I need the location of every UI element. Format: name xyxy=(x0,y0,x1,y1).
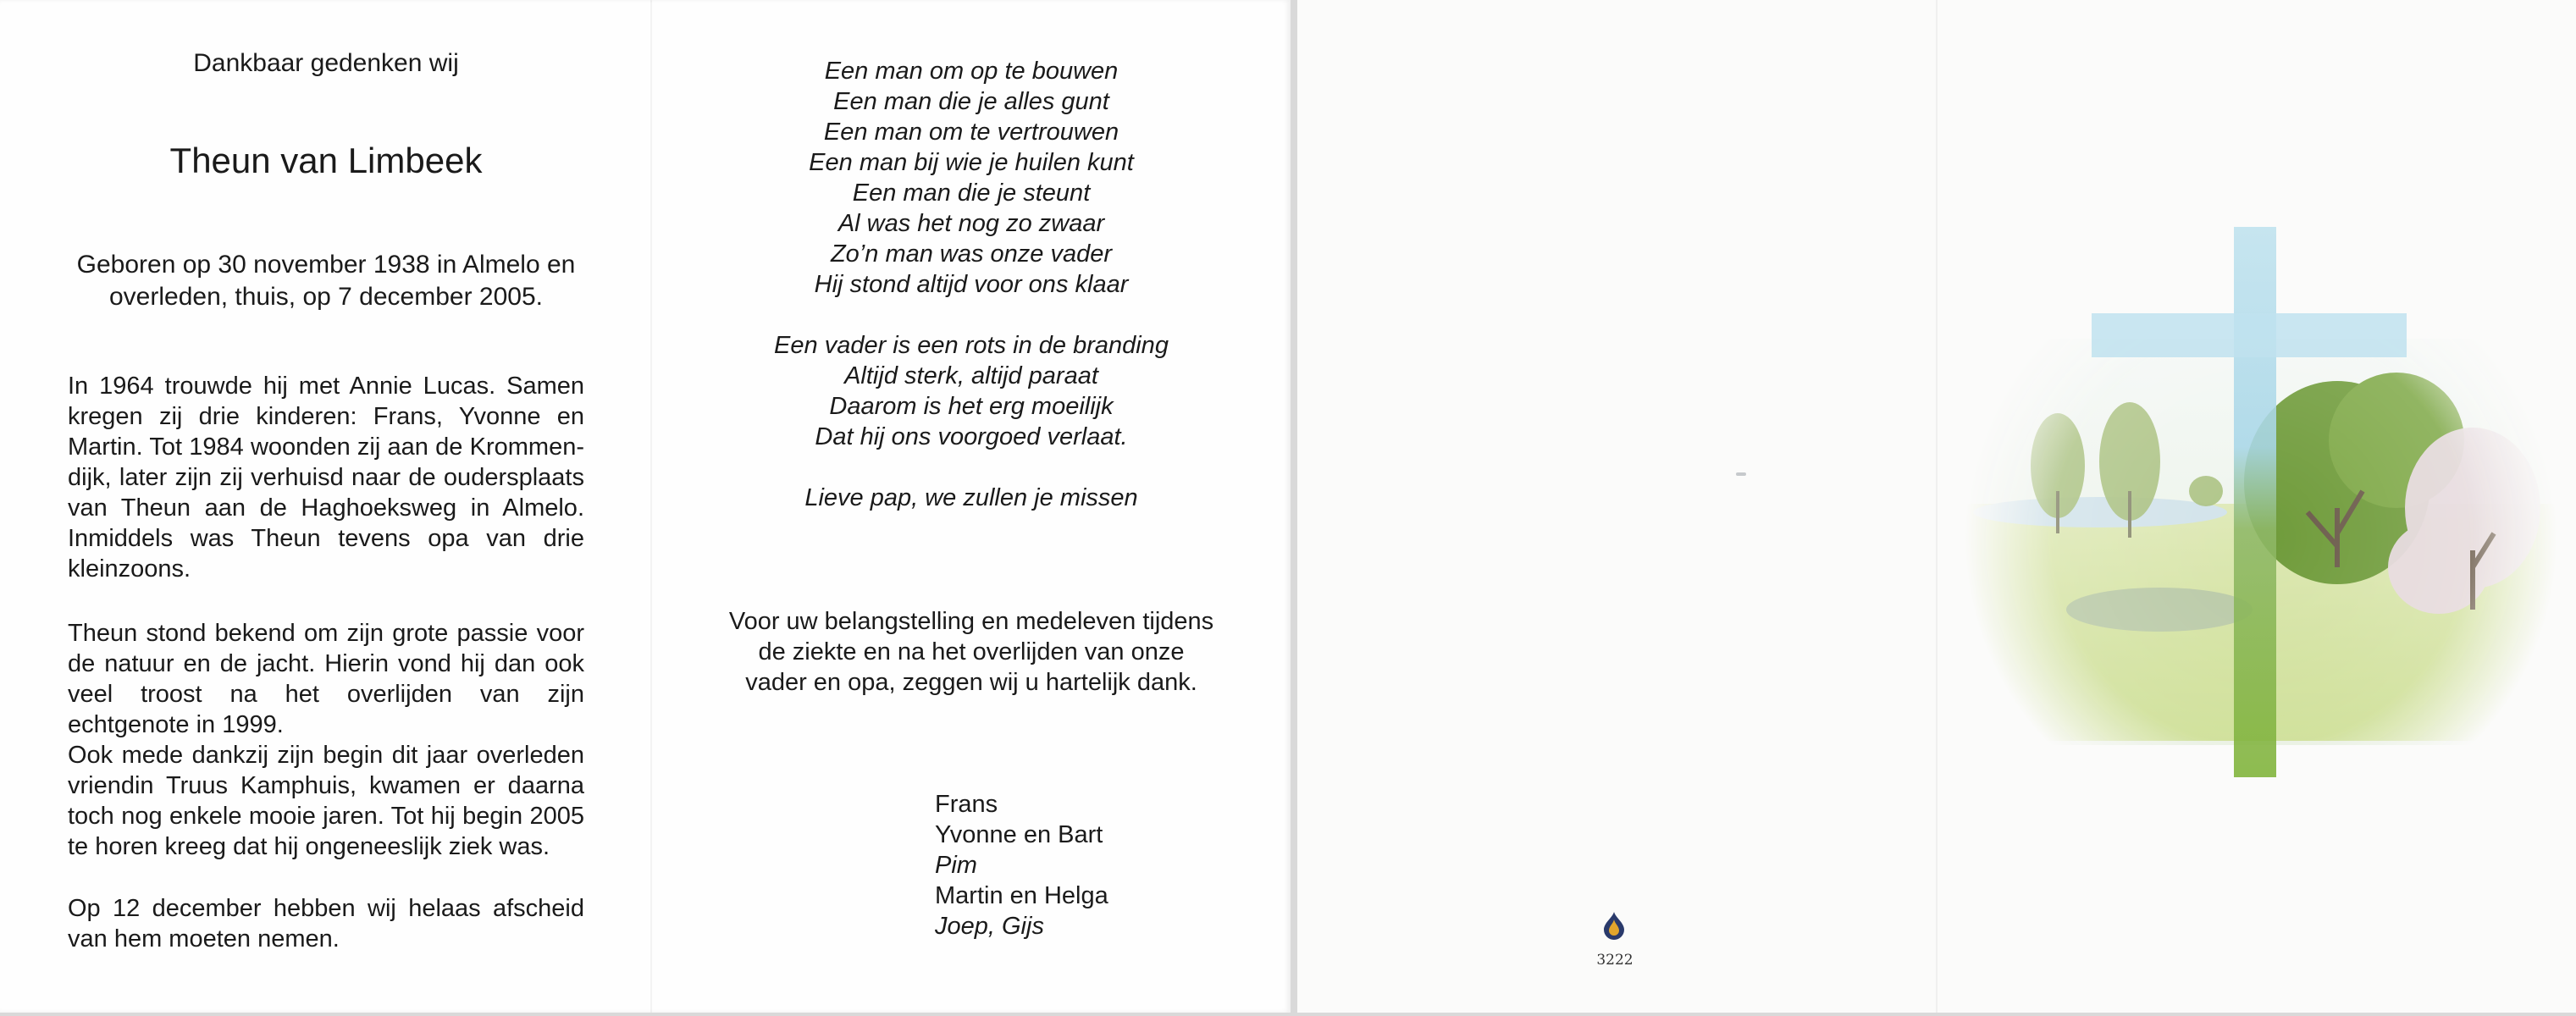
birth-line: Geboren op 30 november 1938 in Almelo en xyxy=(76,251,576,279)
deceased-name: Theun van Limbeek xyxy=(169,141,483,180)
bio-text: Ook mede dankzij zijn begin dit jaar overleden vriendin Truus Kamphuis, kwamen er daarna toch nog enkele mooie jaren. Tot hij begin 2005 te horen kreeg dat hij ongeneeslijk ziek was. xyxy=(68,742,584,860)
poem-line: Een man die je alles gunt xyxy=(833,88,1109,115)
printer-code: 3222 xyxy=(1596,952,1633,969)
poem-stanza xyxy=(652,330,1291,452)
cross-landscape-icon xyxy=(1965,212,2557,804)
thanks-line: Voor uw belangstelling en medeleven tijdens xyxy=(728,608,1214,635)
thanks-text xyxy=(652,606,1291,698)
poem-closing: Lieve pap, we zullen je missen xyxy=(804,484,1138,511)
poem-panel xyxy=(652,0,1291,1013)
paper-speck xyxy=(1736,472,1746,476)
signer-name: Joep, Gijs xyxy=(935,913,1044,940)
bio-paragraph xyxy=(68,371,584,584)
bio-paragraph xyxy=(68,618,584,862)
bio-paragraph xyxy=(68,893,584,954)
biography-panel xyxy=(0,0,652,1013)
birth-death-text xyxy=(0,249,652,313)
signer-name: Martin en Helga xyxy=(935,882,1108,909)
poem-line: Een man bij wie je huilen kunt xyxy=(809,149,1134,176)
signers-list xyxy=(935,789,1108,941)
poem-line: Hij stond altijd voor ons klaar xyxy=(814,271,1129,298)
flame-drop-icon xyxy=(1601,911,1627,940)
back-panel xyxy=(1297,0,1937,1013)
poem-line: Een man om op te bouwen xyxy=(824,58,1119,85)
signer-name: Pim xyxy=(935,852,977,879)
poem-line: Altijd sterk, altijd paraat xyxy=(844,362,1098,389)
poem-line: Een vader is een rots in de branding xyxy=(774,332,1169,359)
poem-line: Een man om te vertrouwen xyxy=(823,119,1119,146)
bio-text: In 1964 trouwde hij met Annie Lucas. Samen kregen zij drie kinderen: Frans, Yvonne en Martin. Tot 1984 woonden zij aan de Krommen-dijk, later zijn zij verhuisd naar de oudersplaats van Theun aan de Haghoeksweg in Almelo. Inmiddels was Theun tevens opa van drie kleinzoons. xyxy=(68,373,584,583)
poem-line: Al was het nog zo zwaar xyxy=(837,210,1105,237)
thanks-line: de ziekte en na het overlijden van onze xyxy=(758,638,1185,665)
poem-line: Een man die je steunt xyxy=(852,179,1091,207)
poem-line: Dat hij ons voorgoed verlaat. xyxy=(815,423,1128,450)
poem-line: Daarom is het erg moeilijk xyxy=(829,393,1114,420)
thanks-line: vader en opa, zeggen wij u hartelijk dank. xyxy=(745,669,1197,696)
poem-stanza xyxy=(652,56,1291,300)
signer-name: Frans xyxy=(935,791,998,818)
bio-text: Theun stond bekend om zijn grote passie voor de natuur en de jacht. Hierin vond hij dan ook veel troost na het overlijden van zijn echtgenote in 1999. xyxy=(68,620,584,738)
birth-line: overleden, thuis, op 7 december 2005. xyxy=(108,283,543,311)
signer-name: Yvonne en Bart xyxy=(935,821,1103,848)
intro-text: Dankbaar gedenken wij xyxy=(193,49,459,77)
bio-text: Op 12 december hebben wij helaas afscheid van hem moeten nemen. xyxy=(68,895,584,952)
poem-line: Zo’n man was onze vader xyxy=(830,240,1113,268)
